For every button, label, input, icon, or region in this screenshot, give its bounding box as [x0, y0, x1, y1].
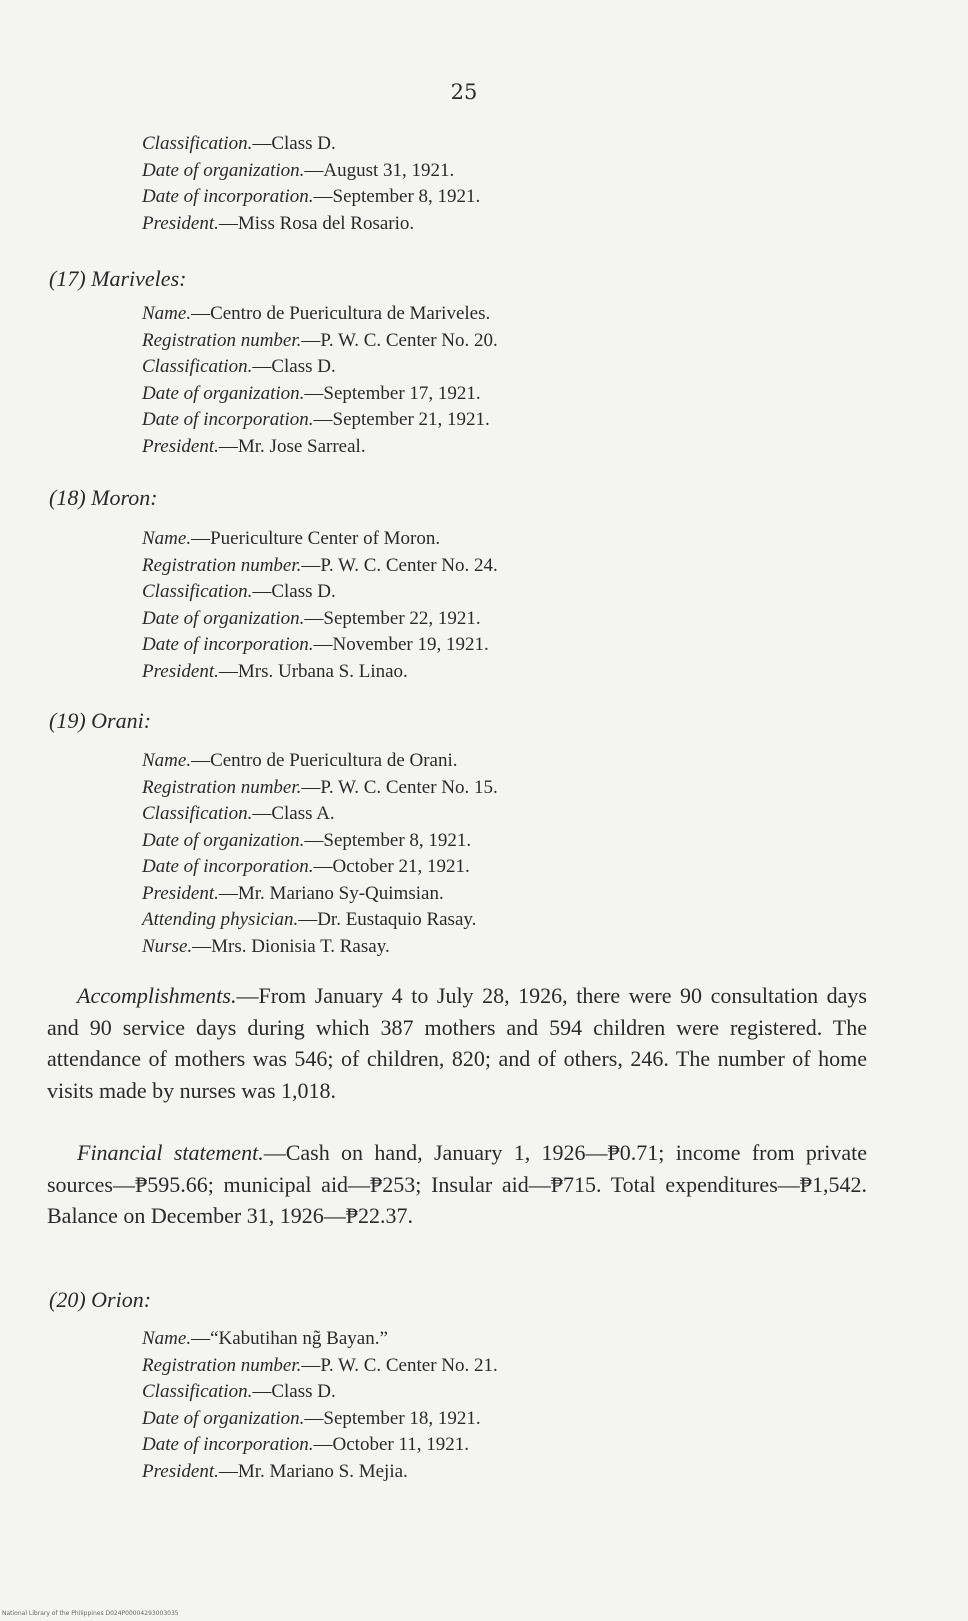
entry-line: Classification.—Class D.: [142, 356, 336, 377]
section-heading-moron: (18) Moron:: [49, 485, 158, 510]
entry-line: President.—Mr. Mariano S. Mejia.: [142, 1460, 408, 1482]
entry-block-orion: [142, 1326, 498, 1485]
entry-line: Date of organization.—September 8, 1921.: [142, 829, 472, 851]
archive-footer: National Library of the Philippines D024P00004293003035: [2, 1610, 179, 1617]
entry-block-orani: [142, 748, 498, 960]
accomplishments-paragraph: Accomplishments.—From January 4 to July 28, 1926, there were 90 consultation days and 90 service days during which 387 mothers and 594 children were registered. The attendance of mothers was 546; of children, 820; and of others, 246. The number of home visits made by nurses was 1,018.: [47, 983, 867, 1103]
entry-line: Date of incorporation.—October 21, 1921.: [142, 856, 470, 877]
page-number: 25: [450, 80, 478, 104]
entry-block-mariveles: [142, 301, 498, 460]
entry-line: Date of incorporation.—October 11, 1921.: [142, 1434, 470, 1455]
entry-line: Classification.—Class D.: [142, 581, 336, 602]
entry-line: Date of organization.—September 22, 1921.: [142, 607, 481, 629]
entry-line: Classification.—Class D.: [142, 1381, 336, 1402]
entry-line: Date of organization.—September 18, 1921.: [142, 1407, 481, 1429]
section-heading-mariveles: (17) Mariveles:: [49, 266, 187, 291]
entry-line: Name.—Centro de Puericultura de Orani.: [142, 750, 458, 771]
financial-statement-paragraph: Financial statement.—Cash on hand, January 1, 1926—₱0.71; income from private sources—₱595.66; municipal aid—₱253; Insular aid—₱715. Total expenditures—₱1,542. Balance on December 31, 1926—₱22.37.: [47, 1140, 867, 1228]
entry-line: President.—Mr. Jose Sarreal.: [142, 435, 366, 457]
entry-line: Classification.—Class A.: [142, 803, 335, 824]
entry-line: President.—Mr. Mariano Sy-Quimsian.: [142, 882, 444, 904]
entry-line: President.—Mrs. Urbana S. Linao.: [142, 660, 408, 682]
section-heading-orani: (19) Orani:: [49, 708, 152, 733]
entry-line: Registration number.—P. W. C. Center No. 21.: [142, 1354, 498, 1376]
entry-line: Date of incorporation.—September 8, 1921.: [142, 186, 481, 207]
entry-line: Date of incorporation.—September 21, 1921.: [142, 409, 490, 430]
section-heading-orion: (20) Orion:: [49, 1287, 152, 1312]
entry-line: Classification.—Class D.: [142, 133, 336, 154]
entry-line: Attending physician.—Dr. Eustaquio Rasay.: [142, 909, 477, 930]
entry-line: Registration number.—P. W. C. Center No. 20.: [142, 329, 498, 351]
entry-line: Name.—Centro de Puericultura de Mariveles.: [142, 303, 491, 324]
entry-line: Date of organization.—September 17, 1921.: [142, 382, 481, 404]
entry-line: Name.—Puericulture Center of Moron.: [142, 528, 441, 549]
entry-line: President.—Miss Rosa del Rosario.: [142, 212, 415, 234]
entry-line: Registration number.—P. W. C. Center No. 15.: [142, 776, 498, 798]
entry-line: Name.—“Kabutihan ng̃ Bayan.”: [142, 1328, 388, 1349]
entry-line: Date of organization.—August 31, 1921.: [142, 159, 455, 181]
entry-block-top: [142, 131, 480, 237]
entry-line: Nurse.—Mrs. Dionisia T. Rasay.: [142, 935, 390, 957]
entry-line: Registration number.—P. W. C. Center No. 24.: [142, 554, 498, 576]
entry-line: Date of incorporation.—November 19, 1921.: [142, 634, 489, 655]
entry-block-moron: [142, 526, 498, 685]
